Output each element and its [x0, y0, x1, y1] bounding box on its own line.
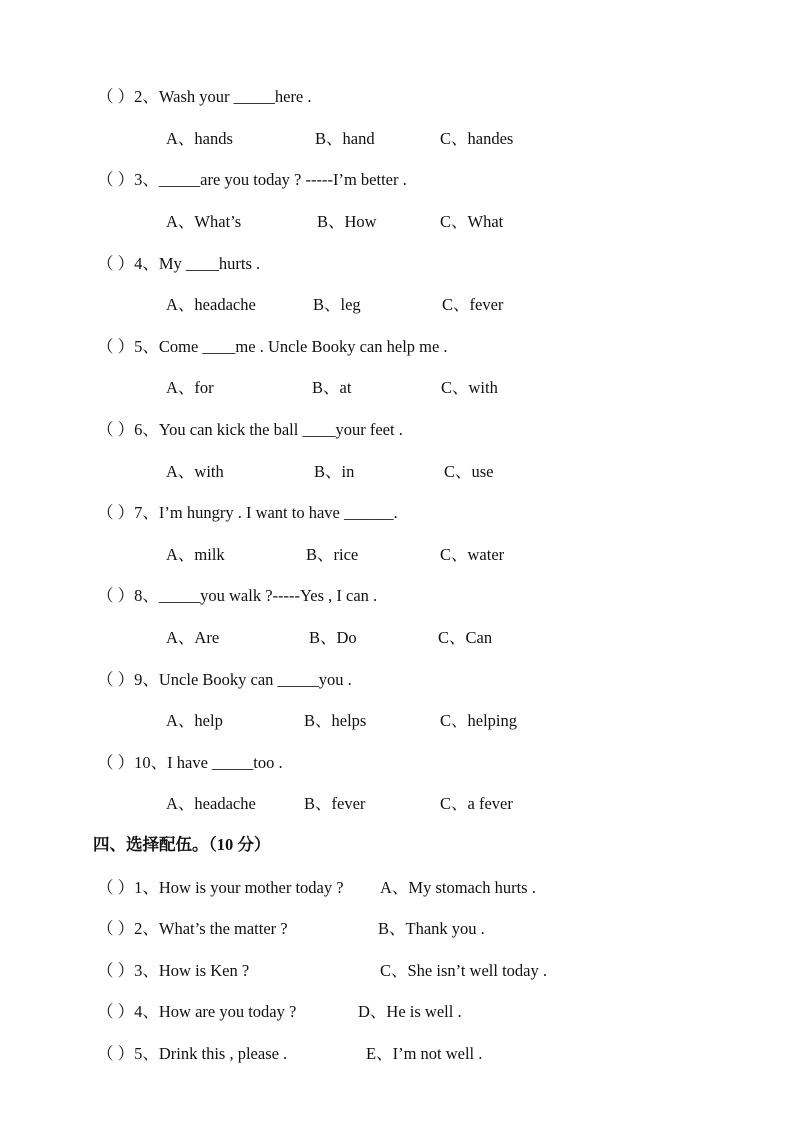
option-a: A、hands [166, 129, 233, 148]
matching-answer: B、Thank you . [378, 919, 485, 938]
option-a: A、help [166, 711, 223, 730]
option-b: B、fever [304, 794, 366, 813]
matching-question: （ ）1、How is your mother today ? [97, 878, 344, 897]
option-b: B、at [312, 378, 352, 397]
question-stem: （ ）8、_____you walk ?-----Yes , I can . [97, 586, 378, 605]
option-b: B、rice [306, 545, 359, 564]
section-heading: 四、选择配伍。（10 分） [93, 835, 271, 854]
option-b: B、hand [315, 129, 375, 148]
option-b: B、Do [309, 628, 357, 647]
option-b: B、leg [313, 295, 361, 314]
question-stem: （ ）2、Wash your _____here . [97, 87, 312, 106]
option-a: A、headache [166, 794, 256, 813]
option-c: C、use [444, 462, 494, 481]
option-a: A、with [166, 462, 224, 481]
option-c: C、a fever [440, 794, 513, 813]
option-a: A、milk [166, 545, 225, 564]
matching-answer: E、I’m not well . [366, 1044, 483, 1063]
question-stem: （ ）10、I have _____too . [97, 753, 283, 772]
question-stem: （ ）3、_____are you today ? -----I’m better . [97, 170, 407, 189]
option-a: A、headache [166, 295, 256, 314]
option-c: C、with [441, 378, 498, 397]
option-c: C、What [440, 212, 504, 231]
matching-question: （ ）3、How is Ken ? [97, 961, 250, 980]
question-stem: （ ）5、Come ____me . Uncle Booky can help me . [97, 337, 448, 356]
option-a: A、What’s [166, 212, 242, 231]
matching-question: （ ）4、How are you today ? [97, 1002, 297, 1021]
matching-question: （ ）5、Drink this , please . [97, 1044, 288, 1063]
option-c: C、handes [440, 129, 514, 148]
option-c: C、helping [440, 711, 517, 730]
matching-question: （ ）2、What’s the matter ? [97, 919, 288, 938]
question-stem: （ ）6、You can kick the ball ____your feet . [97, 420, 403, 439]
matching-answer: A、My stomach hurts . [380, 878, 536, 897]
option-b: B、helps [304, 711, 367, 730]
option-c: C、fever [442, 295, 504, 314]
question-stem: （ ）7、I’m hungry . I want to have ______. [97, 503, 398, 522]
option-c: C、water [440, 545, 505, 564]
question-stem: （ ）9、Uncle Booky can _____you . [97, 670, 352, 689]
matching-answer: C、She isn’t well today . [380, 961, 547, 980]
option-b: B、in [314, 462, 355, 481]
option-b: B、How [317, 212, 377, 231]
option-a: A、for [166, 378, 214, 397]
option-c: C、Can [438, 628, 493, 647]
question-stem: （ ）4、My ____hurts . [97, 254, 261, 273]
matching-answer: D、He is well . [358, 1002, 462, 1021]
option-a: A、Are [166, 628, 220, 647]
